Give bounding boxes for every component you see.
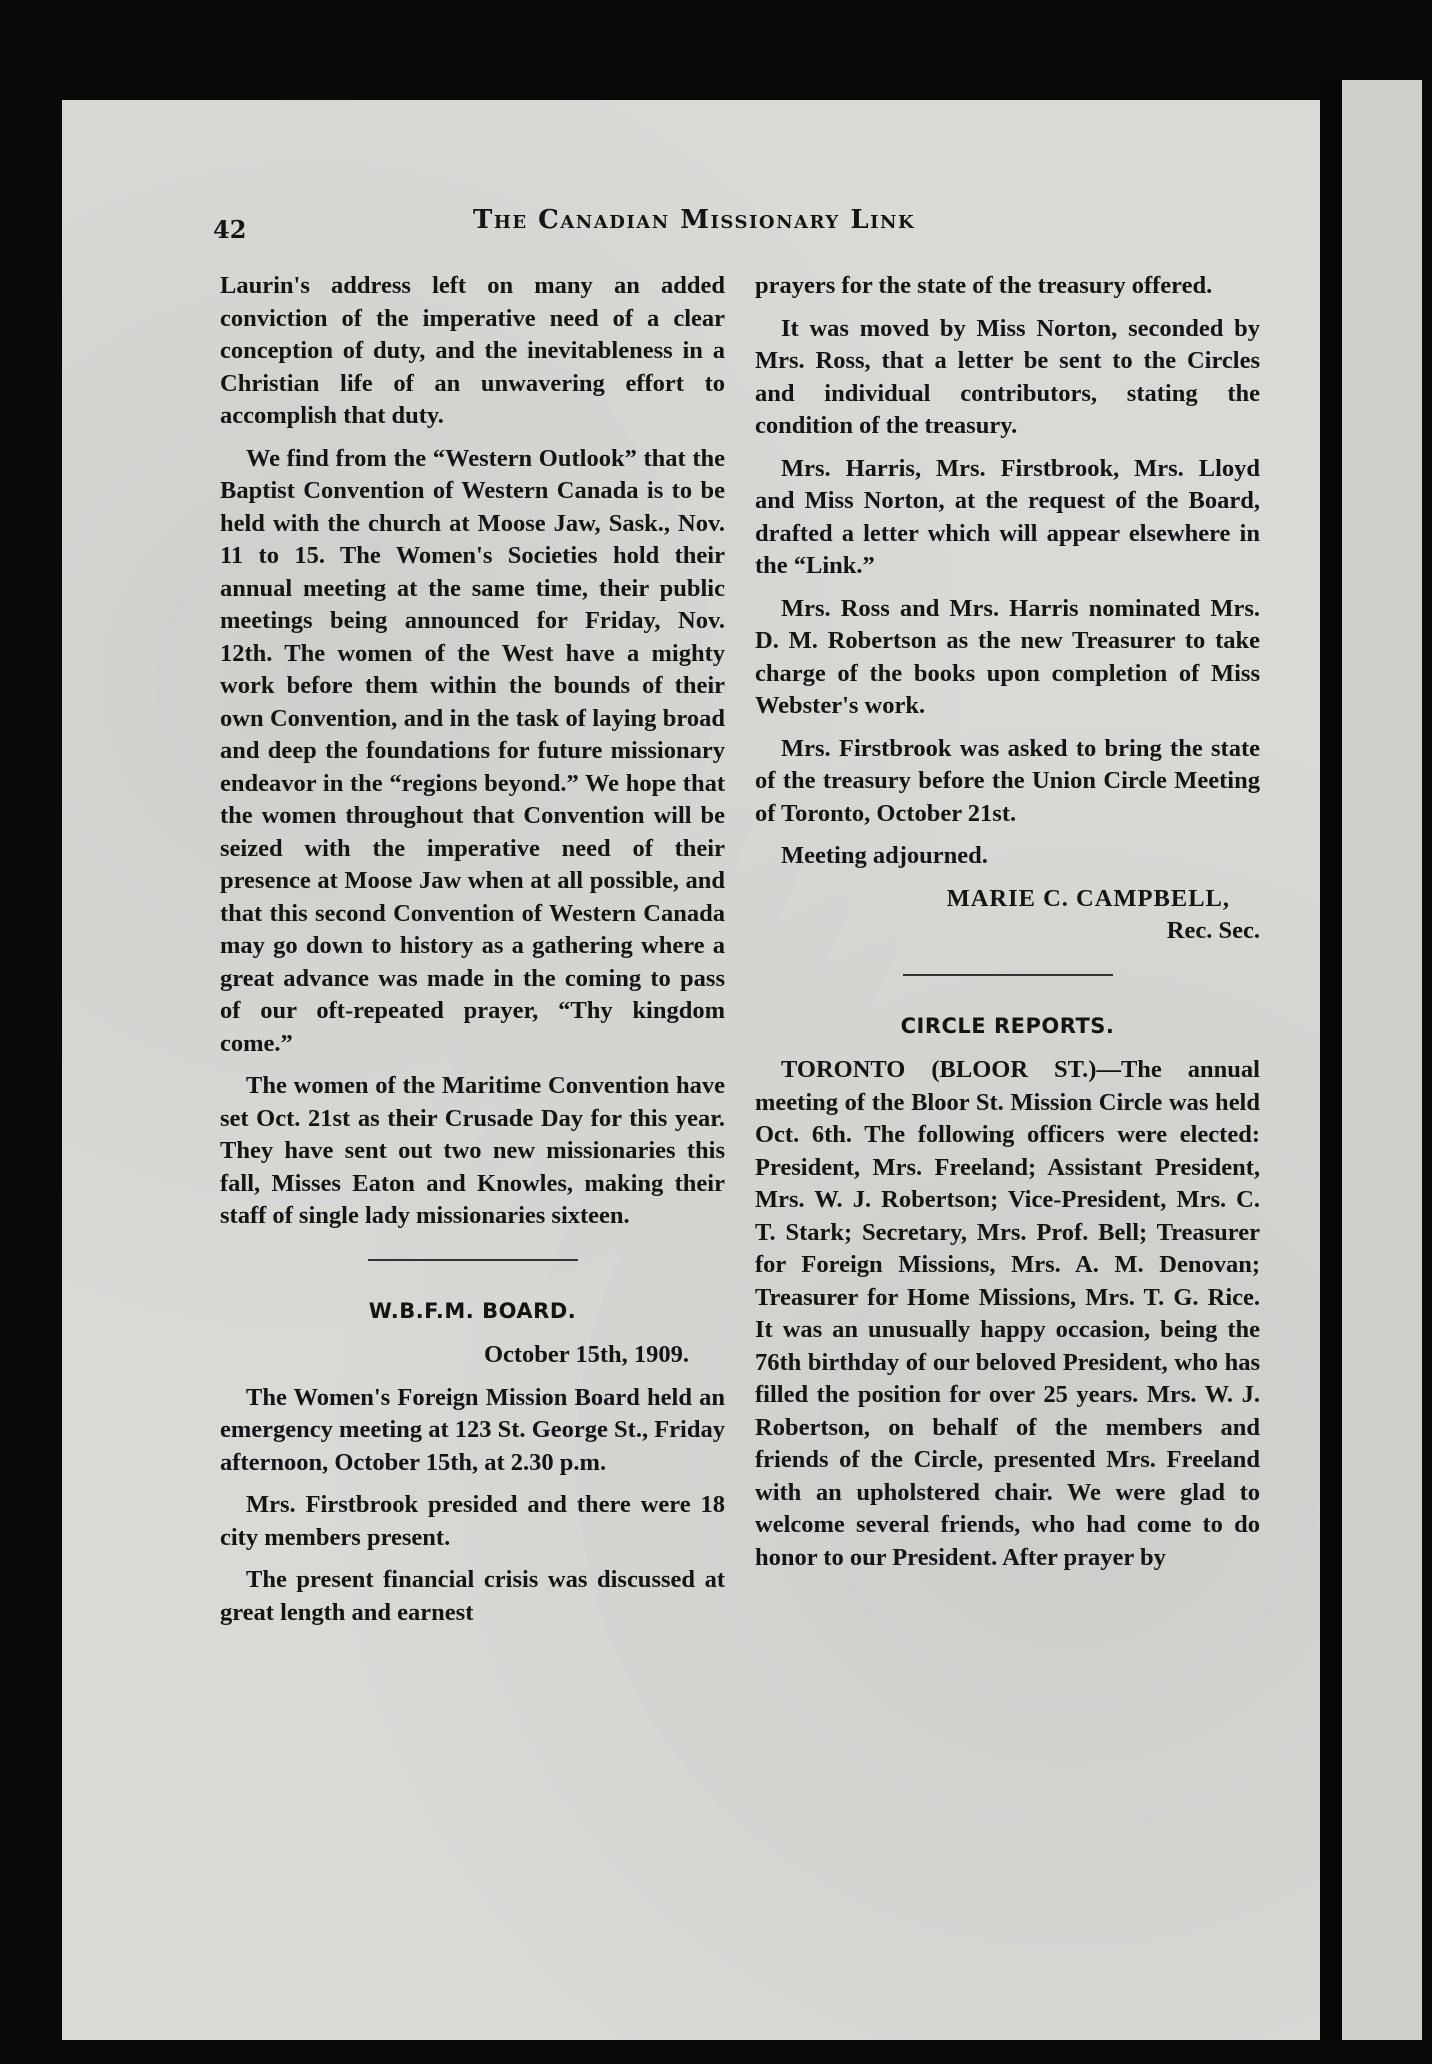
- page-number: 42: [213, 215, 247, 244]
- section-title-board: W.B.F.M. BOARD.: [368, 1298, 577, 1323]
- paragraph: prayers for the state of the treasury offered.: [755, 272, 1213, 299]
- paragraph: Mrs. Ross and Mrs. Harris nominated Mrs. D. M. Robertson as the new Treasurer to take charge of the books upon completion of Miss Webster's work.: [755, 594, 1260, 719]
- adjacent-page-edge: [1342, 80, 1422, 2040]
- section-divider: [368, 1259, 578, 1261]
- paragraph: Mrs. Firstbrook presided and there were 18 city members present.: [220, 1491, 725, 1551]
- paragraph: TORONTO (BLOOR ST.)—The annual meeting of the Bloor St. Mission Circle was held Oct. 6th. The following officers were elected: President, Mrs. Freeland; Assistant President, Mrs. W. J. Robertson; Vice-President, Mrs. C. T. Stark; Secretary, Mrs. Prof. Bell; Treasurer for Foreign Missions, Mrs. A. M. Denovan; Treasurer for Home Missions, Mrs. T. G. Rice. It was an unusually happy occasion, being the 76th birthday of our beloved President, who has filled the position for over 25 years. Mrs. W. J. Robertson, on behalf of the members and friends of the Circle, presented Mrs. Freeland with an upholstered chair. We were glad to welcome several friends, who had come to do honor to our President. After prayer by: [755, 1056, 1260, 1571]
- section-title-circle-reports: CIRCLE REPORTS.: [900, 1013, 1115, 1038]
- paragraph: We find from the “Western Outlook” that the Baptist Convention of Western Canada is to be held with the church at Moose Jaw, Sask., Nov. 11 to 15. The Women's Societies hold their annual meeting at the same time, their public meetings being announced for Friday, Nov. 12th. The women of the West have a mighty work before them within the bounds of their own Convention, and in the task of laying broad and deep the foundations for future missionary endeavor in the “regions beyond.” We hope that the women throughout that Convention will be seized with the imperative need of their presence at Moose Jaw when at all possible, and that this second Convention of Western Canada may go down to history as a gathering where a great advance was made in the coming to pass of our oft-repeated prayer, “Thy kingdom come.”: [220, 444, 725, 1057]
- paragraph: The Women's Foreign Mission Board held an emergency meeting at 123 St. George St., Friday afternoon, October 15th, at 2.30 p.m.: [220, 1383, 725, 1476]
- signature-name: MARIE C. CAMPBELL,: [946, 884, 1230, 912]
- paragraph: The women of the Maritime Convention have set Oct. 21st as their Crusade Day for this year. They have sent out two new missionaries this fall, Misses Eaton and Knowles, making their staff of single lady missionaries sixteen.: [220, 1072, 725, 1229]
- paragraph: The present financial crisis was discussed at great length and earnest: [220, 1566, 725, 1626]
- left-column: [220, 270, 725, 1639]
- meeting-date: October 15th, 1909.: [483, 1341, 689, 1368]
- paragraph: Meeting adjourned.: [781, 842, 988, 869]
- page-header: [213, 205, 1263, 245]
- binding-gap: [1320, 80, 1342, 2040]
- paragraph: Mrs. Firstbrook was asked to bring the state of the treasury before the Union Circle Meeting of Toronto, October 21st.: [755, 734, 1260, 827]
- paragraph: Laurin's address left on many an added conviction of the imperative need of a clear conception of duty, and the inevitableness in a Christian life of an unwavering effort to accomplish that duty.: [220, 272, 725, 429]
- paragraph: It was moved by Miss Norton, seconded by Mrs. Ross, that a letter be sent to the Circles and individual contributors, stating the condition of the treasury.: [755, 314, 1260, 439]
- signature-title: Rec. Sec.: [1166, 917, 1260, 944]
- section-divider: [903, 974, 1113, 976]
- paragraph: Mrs. Harris, Mrs. Firstbrook, Mrs. Lloyd and Miss Norton, at the request of the Board, drafted a letter which will appear elsewhere in the “Link.”: [755, 454, 1260, 579]
- right-column: [755, 270, 1260, 1584]
- running-head: The Canadian Missionary Link: [473, 205, 916, 235]
